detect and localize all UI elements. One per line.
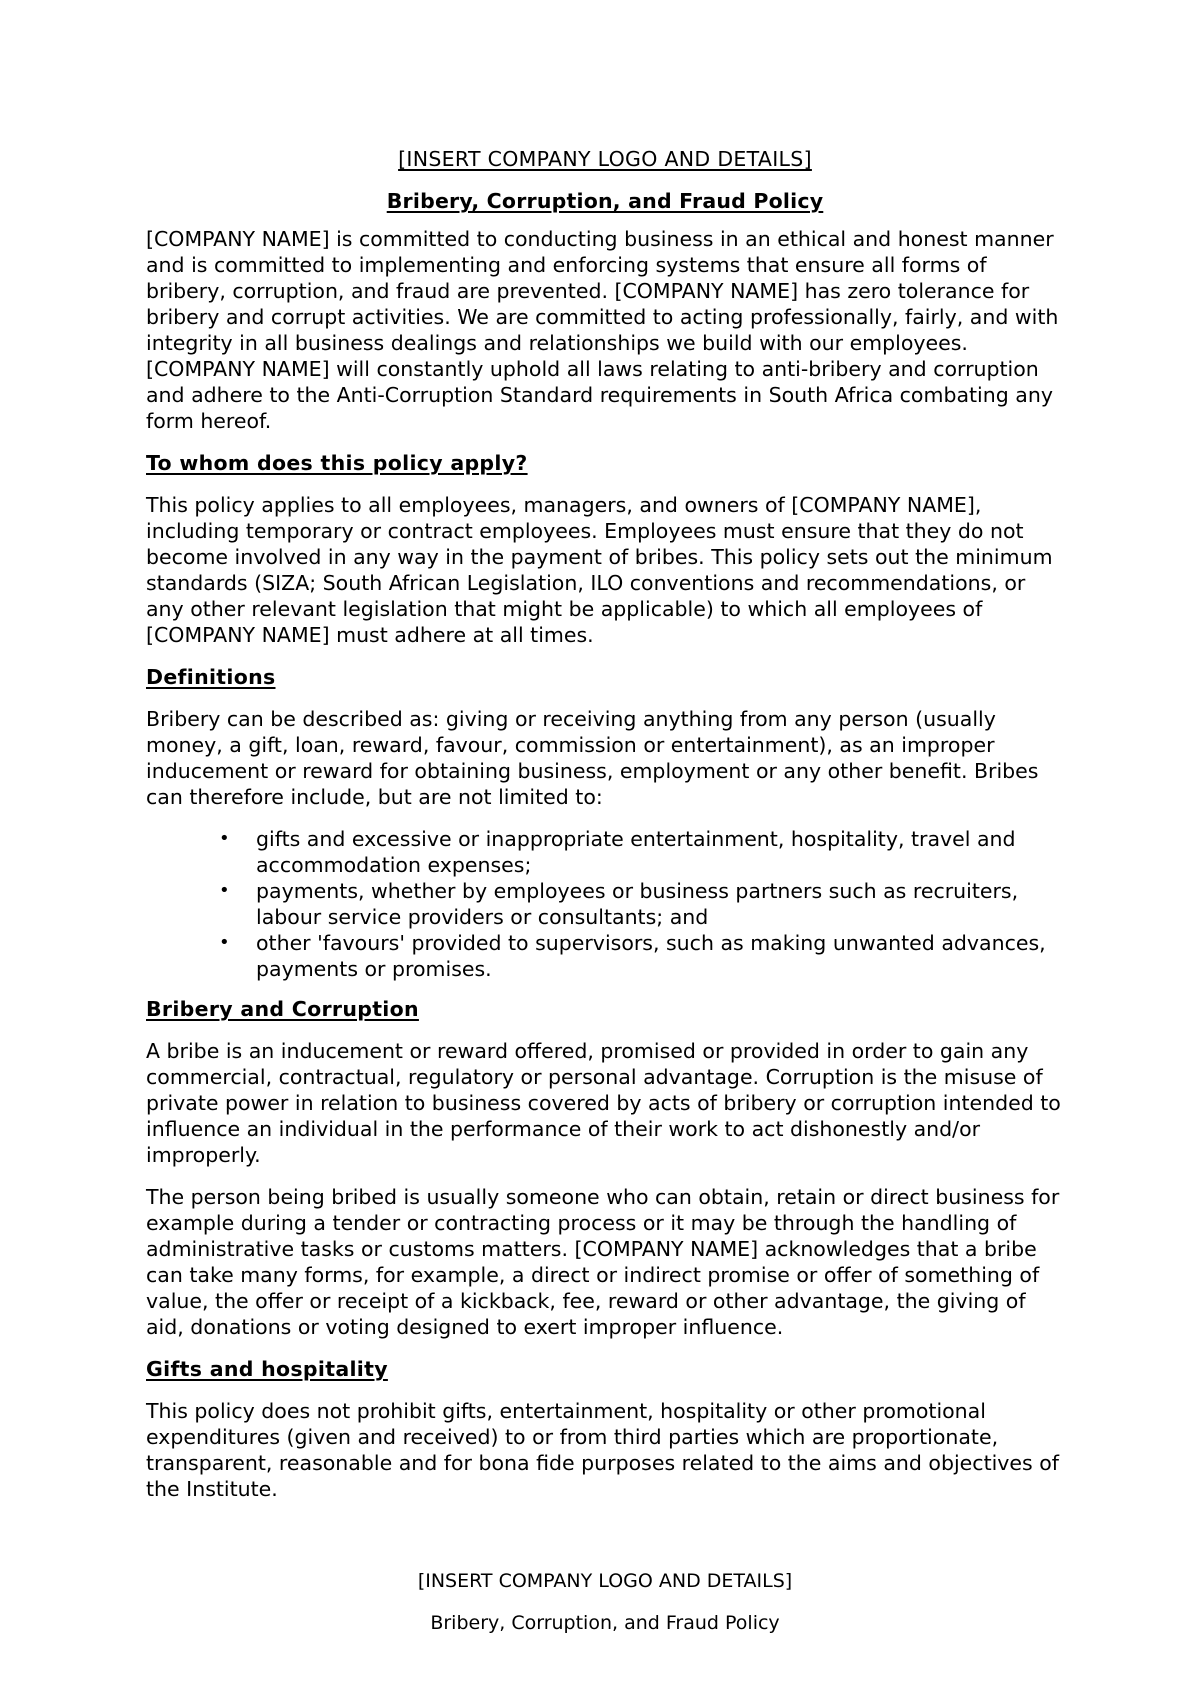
list-item [219,930,1064,982]
list-item [219,826,1064,878]
section-heading-gifts: Gifts and hospitality [146,1357,388,1381]
bullet-icon: • [219,828,230,849]
applies-paragraph: This policy applies to all employees, managers, and owners of [COMPANY NAME], including temporary or contract employees. Employees must ensure that they do not become involved in any way in the payment of bribes. This policy sets out the minimum standards (SIZA; South African Legislation, ILO conventions and recommendations, or any other relevant legislation that might be applicable) to which all employees of [COMPANY NAME] must adhere at all times. [146,493,1053,647]
list-item [219,878,1064,930]
document-body [146,146,1064,1518]
footer-company-placeholder: [INSERT COMPANY LOGO AND DETAILS] [417,1570,793,1592]
section-heading-definitions: Definitions [146,665,276,689]
bullet-icon: • [219,880,230,901]
list-item-text: other 'favours' provided to supervisors, such as making unwanted advances, payments or promises. [256,931,1046,981]
definitions-paragraph: Bribery can be described as: giving or receiving anything from any person (usually money, a gift, loan, reward, favour, commission or entertainment), as an improper inducement or reward for obtaining business, employment or any other benefit. Bribes can therefore include, but are not limited to: [146,707,1039,809]
bribery-corruption-paragraph-1: A bribe is an inducement or reward offered, promised or provided in order to gain any commercial, contractual, regulatory or personal advantage. Corruption is the misuse of private power in relation to business covered by acts of bribery or corruption intended to influence an individual in the performance of their work to act dishonestly and/or improperly. [146,1039,1061,1167]
section-heading-applies: To whom does this policy apply? [146,451,528,475]
document-title: Bribery, Corruption, and Fraud Policy [386,189,824,213]
list-item-text: gifts and excessive or inappropriate entertainment, hospitality, travel and accommodation expenses; [256,827,1016,877]
section-heading-bribery-corruption: Bribery and Corruption [146,997,419,1021]
intro-paragraph: [COMPANY NAME] is committed to conducting business in an ethical and honest manner and is committed to implementing and enforcing systems that ensure all forms of bribery, corruption, and fraud are prevented. [COMPANY NAME] has zero tolerance for bribery and corrupt activities. We are committed to acting professionally, fairly, and with integrity in all business dealings and relationships we build with our employees. [COMPANY NAME] will constantly uphold all laws relating to anti-bribery and corruption and adhere to the Anti-Corruption Standard requirements in South Africa combating any form hereof. [146,227,1059,433]
footer-policy-title: Bribery, Corruption, and Fraud Policy [430,1612,780,1634]
list-item-text: payments, whether by employees or business partners such as recruiters, labour service providers or consultants; and [256,879,1019,929]
company-header-placeholder: [INSERT COMPANY LOGO AND DETAILS] [398,147,812,171]
bribe-examples-list [146,826,1064,982]
gifts-paragraph: This policy does not prohibit gifts, entertainment, hospitality or other promotional expenditures (given and received) to or from third parties which are proportionate, transparent, reasonable and for bona fide purposes related to the aims and objectives of the Institute. [146,1399,1060,1501]
bullet-icon: • [219,932,230,953]
bribery-corruption-paragraph-2: The person being bribed is usually someone who can obtain, retain or direct business for example during a tender or contracting process or it may be through the handling of administrative tasks or customs matters. [COMPANY NAME] acknowledges that a bribe can take many forms, for example, a direct or indirect promise or offer of something of value, the offer or receipt of a kickback, fee, reward or other advantage, the giving of aid, donations or voting designed to exert improper influence. [146,1185,1060,1339]
